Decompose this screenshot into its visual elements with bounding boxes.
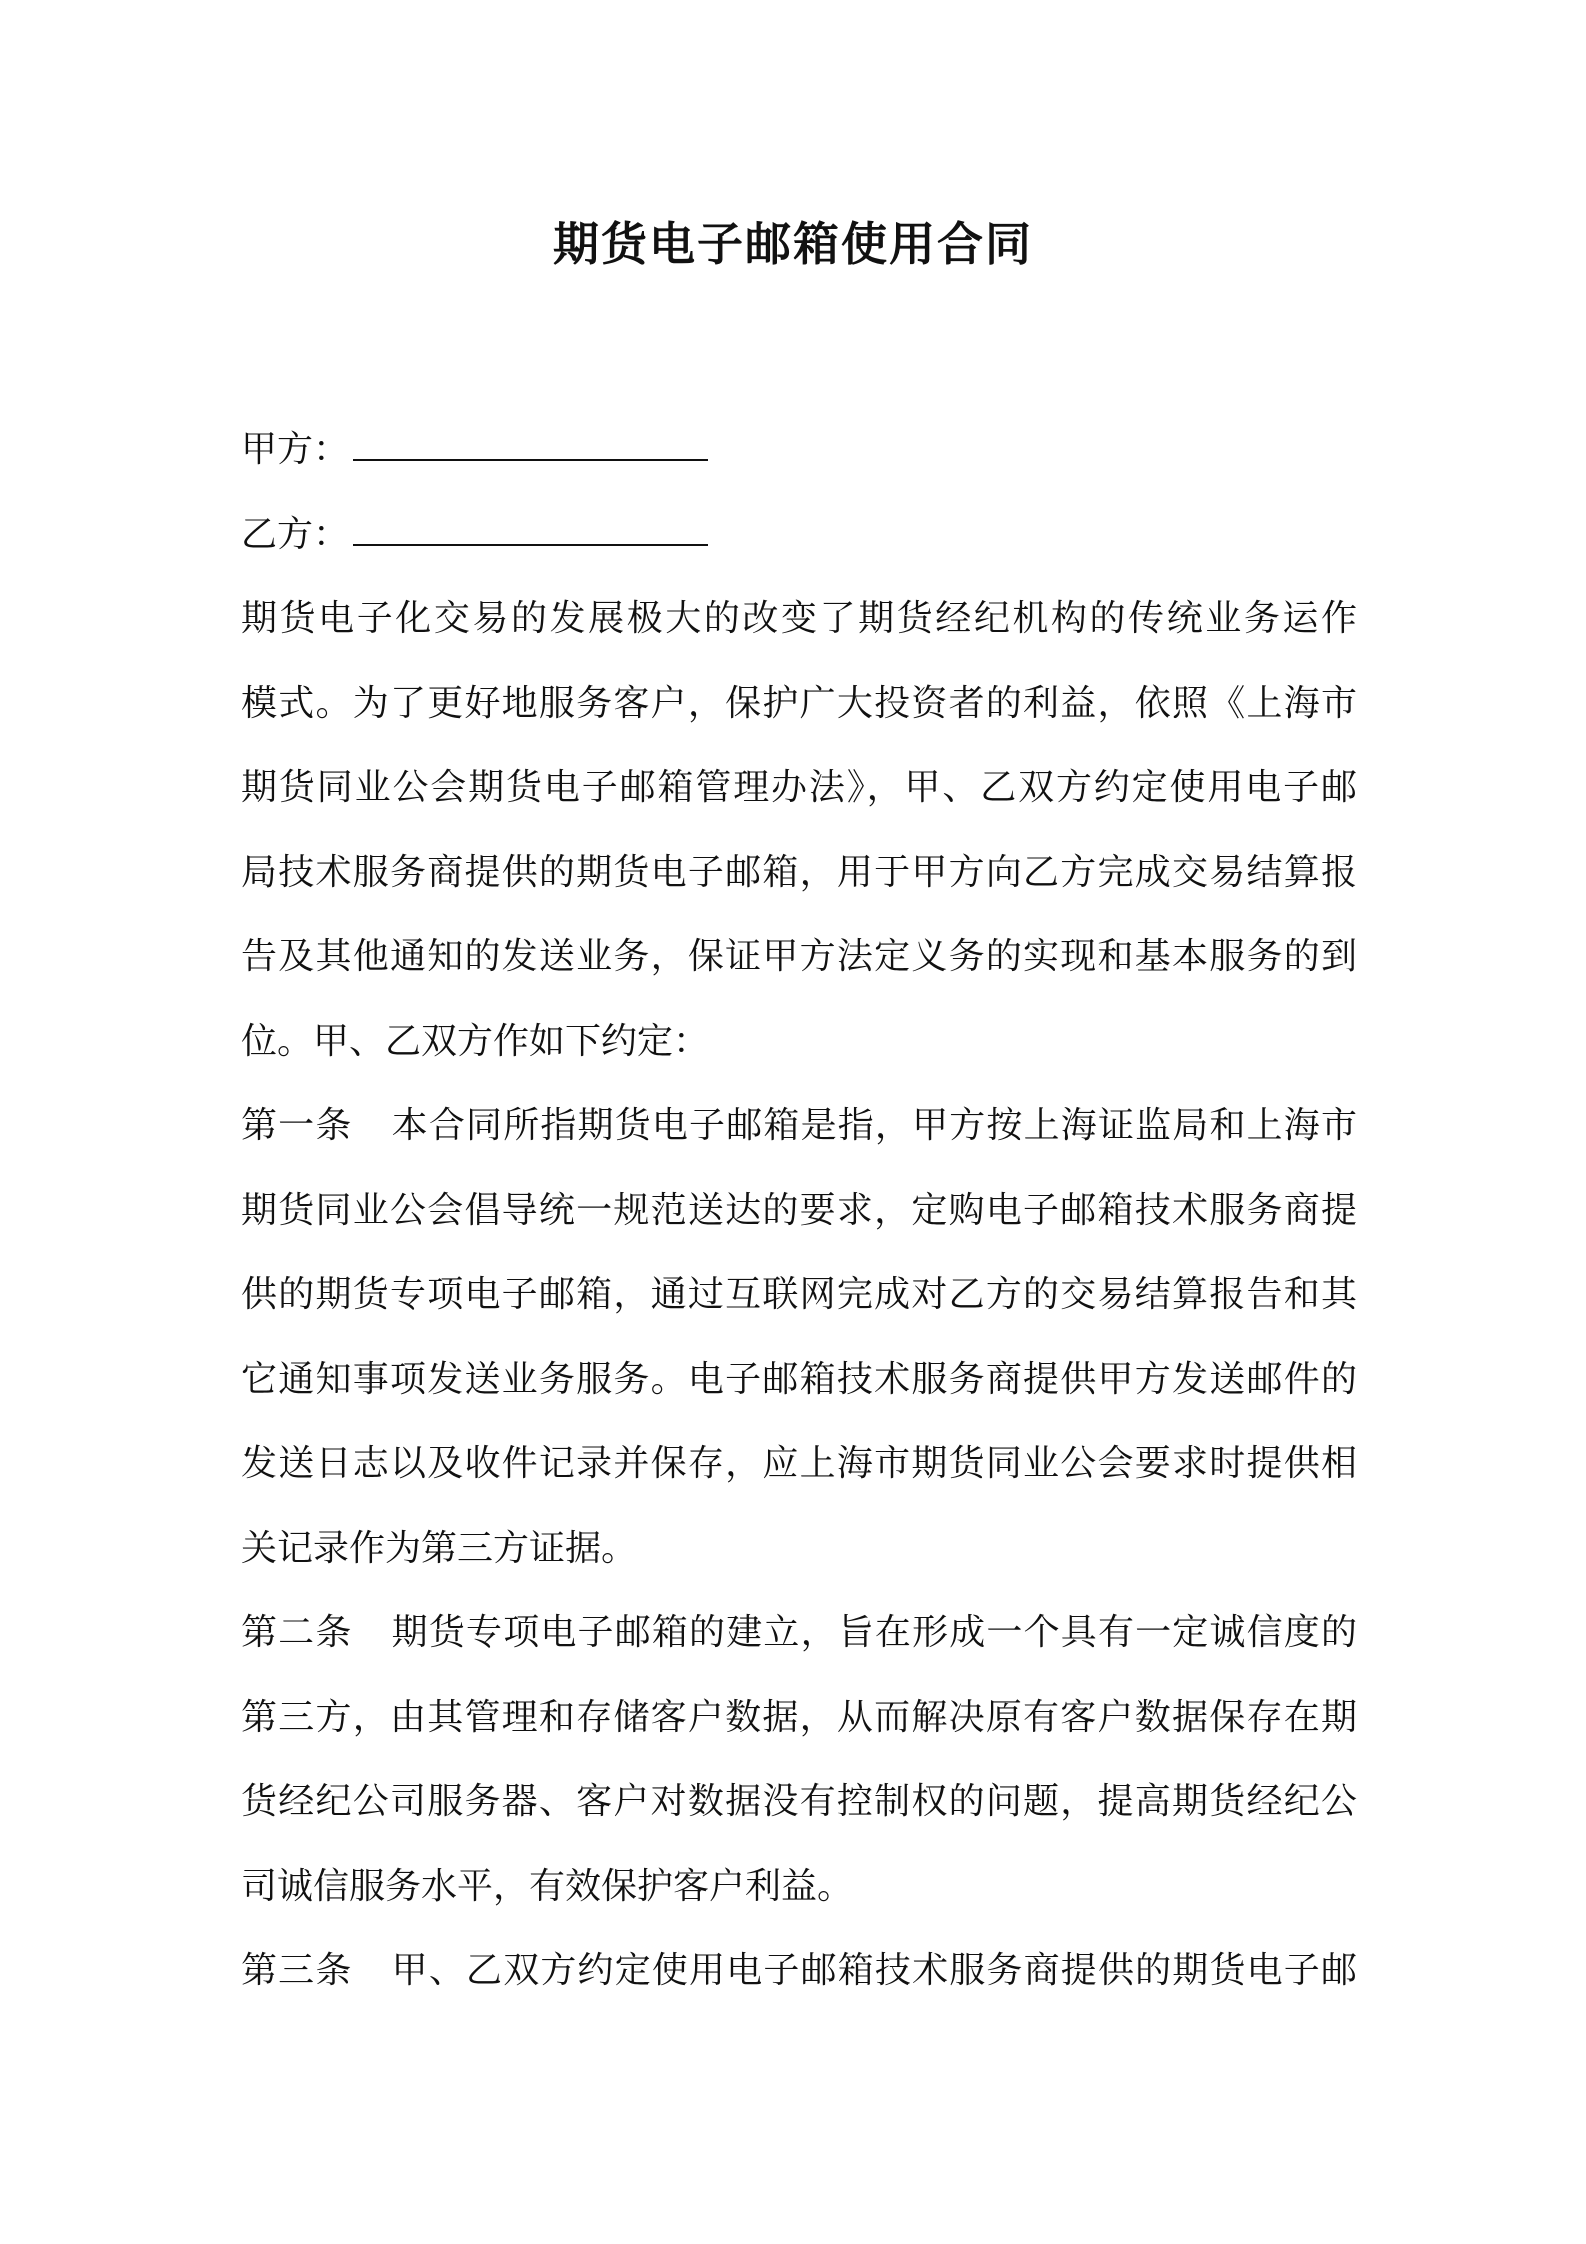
article-2-line: 第三方，由其管理和存储客户数据，从而解决原有客户数据保存在期 [241,1696,1357,1738]
article-2-line: 司诚信服务水平，有效保护客户利益。 [241,1865,854,1907]
preamble-line: 告及其他通知的发送业务，保证甲方法定义务的实现和基本服务的到 [241,936,1357,977]
party-a-blank [353,455,708,461]
article-3-text: 甲、乙双方约定使用电子邮箱技术服务商提供的期货电子邮 [390,1950,1357,1991]
preamble-line: 模式。为了更好地服务客户，保护广大投资者的利益，依照《上海市 [241,682,1357,724]
article-2-line: 货经纪公司服务器、客户对数据没有控制权的问题，提高期货经纪公 [241,1781,1357,1822]
party-b-label: 乙方： [241,513,350,555]
party-b-line [241,493,1357,578]
article-1-text: 本合同所指期货电子邮箱是指，甲方按上海证监局和上海市 [390,1105,1357,1146]
article-3-label: 第三条 [241,1950,353,1991]
article-1-line: 发送日志以及收件记录并保存，应上海市期货同业公会要求时提供相 [241,1443,1357,1484]
preamble-line: 期货同业公会期货电子邮箱管理办法》，甲、乙双方约定使用电子邮 [241,767,1357,808]
preamble-line: 期货电子化交易的发展极大的改变了期货经纪机构的传统业务运作 [241,598,1357,639]
party-a-line [241,408,1357,493]
article-2-text: 期货专项电子邮箱的建立，旨在形成一个具有一定诚信度的 [390,1612,1357,1653]
article-2-label: 第二条 [241,1612,353,1653]
party-a-label: 甲方： [241,429,350,470]
preamble-line: 局技术服务商提供的期货电子邮箱，用于甲方向乙方完成交易结算报 [241,851,1357,893]
article-2-first-line [241,1591,1357,1676]
preamble-line: 位。甲、乙双方作如下约定： [241,1020,710,1062]
article-1-line: 期货同业公会倡导统一规范送达的要求，定购电子邮箱技术服务商提 [241,1189,1357,1231]
article-3-first-line [241,1929,1357,2014]
article-1-line: 它通知事项发送业务服务。电子邮箱技术服务商提供甲方发送邮件的 [241,1358,1357,1400]
article-1-line: 供的期货专项电子邮箱，通过互联网完成对乙方的交易结算报告和其 [241,1274,1357,1315]
document-title: 期货电子邮箱使用合同 [553,217,1033,271]
article-1-line: 关记录作为第三方证据。 [241,1527,638,1569]
article-1-label: 第一条 [241,1105,353,1146]
article-1-first-line [241,1084,1357,1169]
party-b-blank [353,540,708,546]
document-body [241,408,1357,2014]
